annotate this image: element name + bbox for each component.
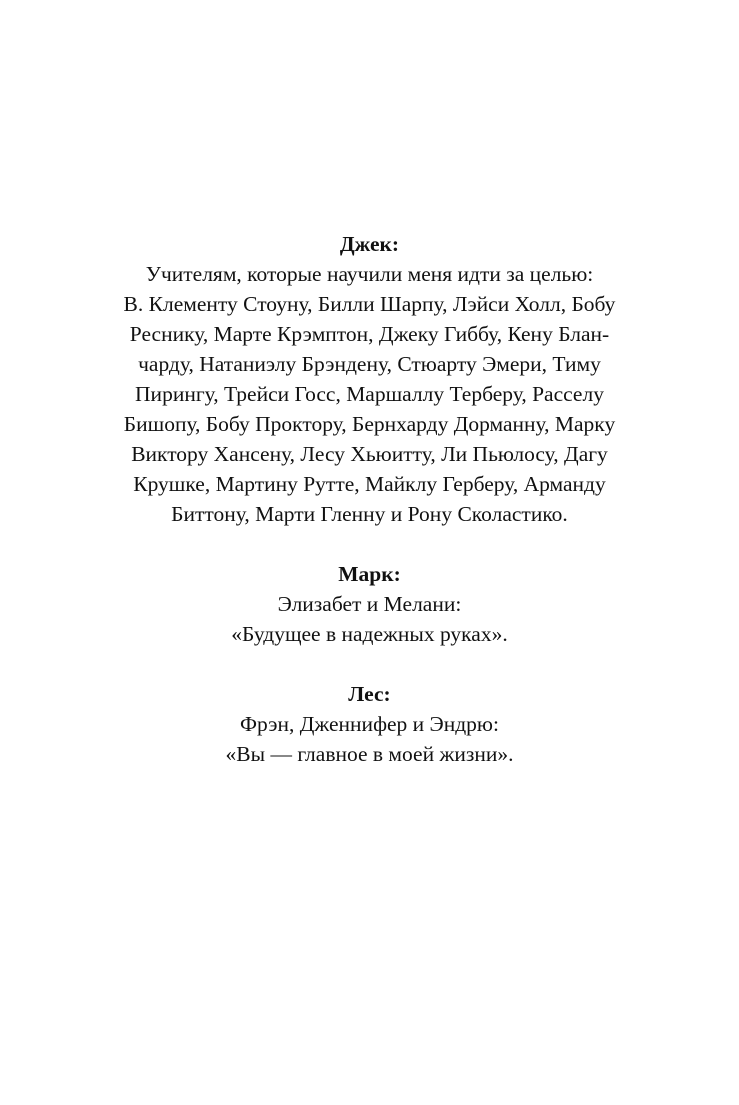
dedication-jack (0, 229, 739, 529)
dedication-mark (0, 559, 739, 649)
dedication-line: Пирингу, Трейси Госс, Маршаллу Терберу, Расселу (135, 382, 604, 406)
dedication-les (0, 679, 739, 769)
dedication-line: Бишопу, Бобу Проктору, Бернхарду Дорманну, Марку (123, 412, 616, 436)
dedication-line: Реснику, Марте Крэмптон, Джеку Гиббу, Кену Блан- (129, 322, 610, 346)
dedication-line: «Вы — главное в моей жизни». (225, 742, 514, 766)
dedication-line: В. Клементу Стоуну, Билли Шарпу, Лэйси Холл, Бобу (123, 292, 616, 316)
dedication-heading: Джек: (339, 232, 400, 256)
dedications-block (0, 229, 739, 769)
dedication-line: Учителям, которые научили меня идти за целью: (145, 262, 594, 286)
dedication-line: чарду, Натаниэлу Брэндену, Стюарту Эмери, Тиму (138, 352, 601, 376)
dedication-line: «Будущее в надежных руках». (231, 622, 508, 646)
dedication-line: Биттону, Марти Гленну и Рону Сколастико. (171, 502, 568, 526)
dedication-line: Элизабет и Мелани: (277, 592, 462, 616)
dedication-line: Крушке, Мартину Рутте, Майклу Герберу, Арманду (133, 472, 606, 496)
dedication-line: Виктору Хансену, Лесу Хьюитту, Ли Пьюлосу, Дагу (131, 442, 608, 466)
dedication-line: Фрэн, Дженнифер и Эндрю: (240, 712, 499, 736)
dedication-heading: Лес: (348, 682, 391, 706)
dedication-heading: Марк: (338, 562, 401, 586)
